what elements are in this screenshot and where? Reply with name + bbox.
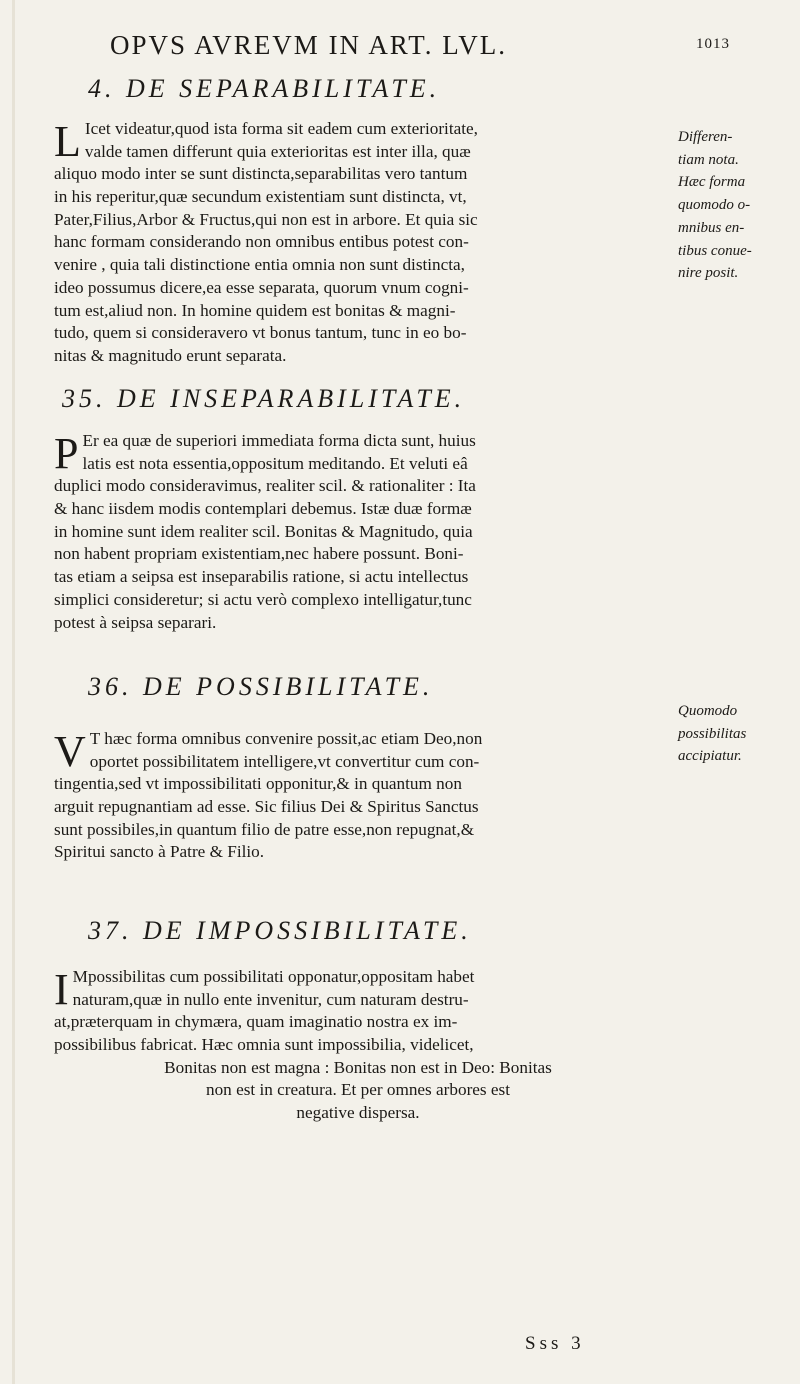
text-line: Mpossibilitas cum possibilitati opponatur,oppositam habet xyxy=(72,967,475,986)
text-line: in homine sunt idem realiter scil. Bonitas & Magnitudo, quia xyxy=(54,521,473,541)
section-title-separabilitate: 4. DE SEPARABILITATE. xyxy=(88,74,441,103)
text-line: Pater,Filius,Arbor & Fructus,qui non est in arbore. Et quia sic xyxy=(54,209,478,229)
page-number: 1013 xyxy=(696,36,730,52)
marginal-line: accipiatur. xyxy=(678,748,742,765)
text-line: latis est nota essentia,oppositum meditando. Et veluti eâ xyxy=(82,453,468,473)
section-title-possibilitate: 36. DE POSSIBILITATE. xyxy=(88,672,434,701)
running-head-title: OPVS AVREVM IN ART. LVL. xyxy=(110,30,507,60)
page-gutter-shadow xyxy=(12,0,15,1384)
text-line: & hanc iisdem modis contemplari debemus. Istæ duæ formæ xyxy=(54,499,472,519)
drop-cap: I xyxy=(54,965,69,1014)
text-line: tudo, quem si consideravero vt bonus tantum, tunc in eo bo- xyxy=(54,323,467,343)
text-line: Bonitas non est magna : Bonitas non est in Deo: Bonitas xyxy=(164,1057,552,1077)
marginal-line: possibilitas xyxy=(678,725,747,742)
signature-mark: Sss 3 xyxy=(525,1333,585,1354)
text-line: simplici consideretur; si actu verò complexo intelligatur,tunc xyxy=(54,589,472,609)
marginal-line: tibus conue- xyxy=(678,242,752,259)
text-line: arguit repugnantiam ad esse. Sic filius Dei & Spiritus Sanctus xyxy=(54,797,479,817)
text-line: tas etiam a seipsa est inseparabilis ratione, si actu intellectus xyxy=(54,567,469,587)
section-title-impossibilitate: 37. DE IMPOSSIBILITATE. xyxy=(88,916,472,945)
marginal-line: quomodo o- xyxy=(678,197,751,214)
text-line: sunt possibiles,in quantum filio de patre esse,non repugnat,& xyxy=(54,819,475,839)
text-line: naturam,quæ in nullo ente invenitur, cum naturam destru- xyxy=(72,989,469,1009)
text-line: non est in creatura. Et per omnes arbores est xyxy=(205,1080,510,1100)
text-line: tingentia,sed vt impossibilitati opponitur,& in quantum non xyxy=(54,774,462,794)
text-line: potest à seipsa separari. xyxy=(54,612,217,632)
section-body-impossibilitate xyxy=(54,966,662,1125)
text-line: at,præterquam in chymæra, quam imaginatio nostra ex im- xyxy=(54,1012,458,1032)
drop-cap: V xyxy=(54,727,86,776)
text-line: Er ea quæ de superiori immediata forma dicta sunt, huius xyxy=(82,431,476,450)
text-line: in his reperitur,quæ secundum existentiam sunt distincta, vt, xyxy=(54,187,467,207)
section-body-inseparabilitate xyxy=(54,430,662,634)
section-body-separabilitate xyxy=(54,118,662,368)
text-line: Icet videatur,quod ista forma sit eadem cum exterioritate, xyxy=(84,119,478,138)
marginal-line: nire posit. xyxy=(678,265,739,282)
text-line: tum est,aliud non. In homine quidem est bonitas & magni- xyxy=(54,300,456,320)
text-line: non habent propriam existentiam,nec habere possunt. Boni- xyxy=(54,544,464,564)
marginal-note-separabilitate xyxy=(678,126,798,285)
text-line: possibilibus fabricat. Hæc omnia sunt impossibilia, videlicet, xyxy=(54,1035,474,1055)
text-line: oportet possibilitatem intelligere,vt convertitur cum con- xyxy=(89,751,480,771)
drop-cap: P xyxy=(54,429,79,478)
text-line: hanc formam considerando non omnibus entibus potest con- xyxy=(54,232,469,252)
marginal-note-possibilitate xyxy=(678,700,798,768)
drop-cap: L xyxy=(54,117,81,166)
section-body-possibilitate xyxy=(54,728,662,864)
text-line: ideo possumus dicere,ea esse separata, quorum vnum cogni- xyxy=(54,277,469,297)
text-line: valde tamen differunt quia exterioritas est inter illa, quæ xyxy=(84,141,471,161)
text-line: aliquo modo inter se sunt distincta,separabilitas vero tantum xyxy=(54,164,468,184)
text-line: negative dispersa. xyxy=(296,1103,420,1123)
marginal-line: Quomodo xyxy=(678,703,738,719)
section-title-inseparabilitate: 35. DE INSEPARABILITATE. xyxy=(62,384,466,413)
marginal-line: tiam nota. xyxy=(678,151,739,168)
marginal-line: Hæc forma xyxy=(678,174,746,191)
marginal-line: Differen- xyxy=(678,129,733,145)
text-line: nitas & magnitudo erunt separata. xyxy=(54,345,287,365)
text-line: T hæc forma omnibus convenire possit,ac etiam Deo,non xyxy=(89,729,483,748)
text-line: venire , quia tali distinctione entia omnia non sunt distincta, xyxy=(54,255,465,275)
marginal-line: mnibus en- xyxy=(678,219,745,236)
text-line: duplici modo consideravimus, realiter scil. & rationaliter : Ita xyxy=(54,476,476,496)
text-line: Spiritui sancto à Patre & Filio. xyxy=(54,842,265,862)
